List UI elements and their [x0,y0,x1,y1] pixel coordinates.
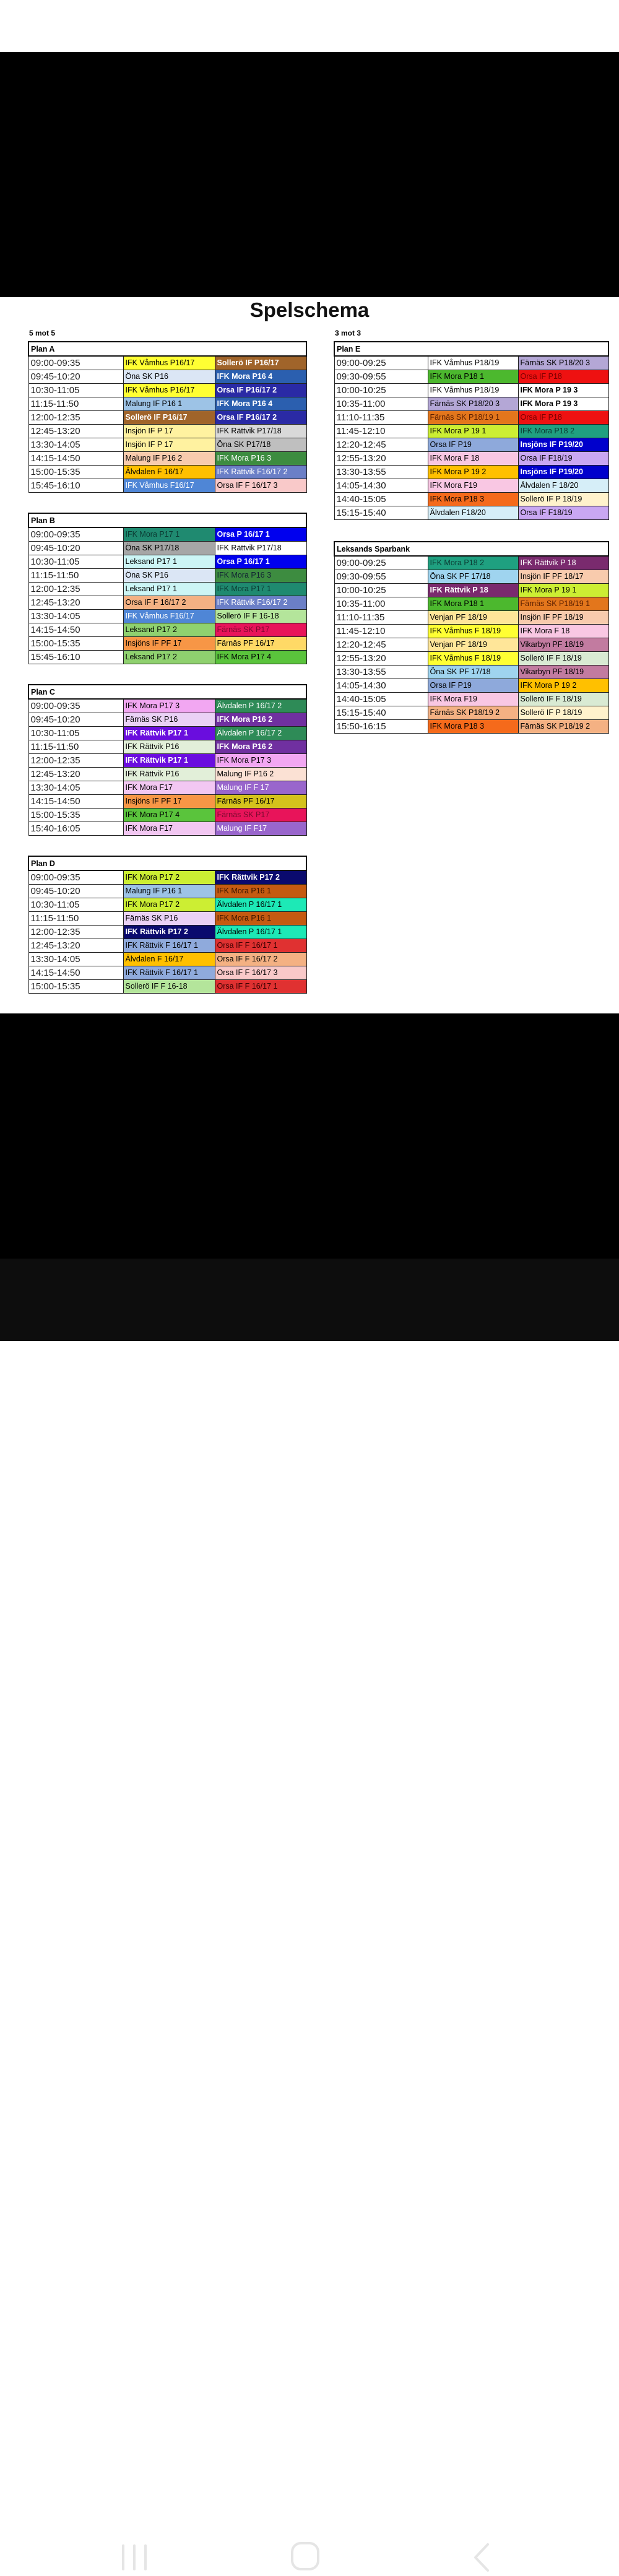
table-row [28,452,306,466]
away-team-cell: Sollerö IF P 18/19 [518,493,608,506]
home-team-cell: IFK Rättvik P16 [123,768,215,781]
away-team-cell: Orsa IF P18 [518,411,608,425]
left-section-label: 5 mot 5 [29,329,56,337]
away-team-cell: Orsa IF P16/17 2 [215,384,306,397]
away-team-cell: Insjöns IF P19/20 [518,438,608,452]
home-team-cell: IFK Våmhus P16/17 [123,384,215,397]
time-cell: 09:45-10:20 [28,713,123,727]
time-cell: 13:30-14:05 [28,610,123,623]
home-team-cell: Leksand P17 1 [123,555,215,569]
away-team-cell: IFK Rättvik F16/17 2 [215,596,306,610]
table-row [28,555,306,569]
table-row [334,506,608,520]
away-team-cell: Sollerö IF F 18/19 [518,693,608,706]
home-team-cell: IFK Mora F17 [123,781,215,795]
time-cell: 15:45-16:10 [28,651,123,664]
table-leksands-sparbank [334,541,609,734]
away-team-cell: Malung IF F17 [215,822,306,836]
away-team-cell: IFK Rättvik P 18 [518,556,608,570]
home-team-cell: IFK Mora P 19 2 [428,466,518,479]
time-cell: 14:05-14:30 [334,479,428,493]
table-plan-a [28,341,307,493]
away-team-cell: Sollerö IF F 16-18 [215,610,306,623]
home-team-cell: IFK Våmhus P18/19 [428,356,518,370]
table-row [28,425,306,438]
table-row [334,356,608,370]
home-team-cell: IFK Våmhus F16/17 [123,610,215,623]
time-cell: 11:45-12:10 [334,425,428,438]
home-team-cell: Sollerö IF P16/17 [123,411,215,425]
schedule-image [0,297,619,1013]
table-row [334,466,608,479]
time-cell: 09:45-10:20 [28,370,123,384]
table-row [28,569,306,583]
time-cell: 09:45-10:20 [28,885,123,898]
table-row [334,679,608,693]
time-cell: 12:20-12:45 [334,638,428,652]
recents-icon[interactable] [119,2542,150,2573]
time-cell: 12:20-12:45 [334,438,428,452]
table-row [28,781,306,795]
table-row [334,370,608,384]
table-row [28,870,306,885]
away-team-cell: Orsa IF F 16/17 1 [215,980,306,994]
time-cell: 10:30-11:05 [28,727,123,740]
home-team-cell: IFK Våmhus F 18/19 [428,625,518,638]
away-team-cell: Malung IF F 17 [215,781,306,795]
time-cell: 15:50-16:15 [334,720,428,734]
home-team-cell: Älvdalen F18/20 [428,506,518,520]
away-team-cell: IFK Rättvik P17 2 [215,870,306,885]
home-team-cell: Färnäs SK P18/20 3 [428,397,518,411]
table-row [28,527,306,542]
table-row [28,397,306,411]
away-team-cell: Orsa IF F 16/17 2 [215,953,306,966]
time-cell: 09:00-09:25 [334,356,428,370]
home-team-cell: IFK Mora P18 3 [428,720,518,734]
time-cell: 15:00-15:35 [28,980,123,994]
time-cell: 09:45-10:20 [28,542,123,555]
table-row [334,611,608,625]
away-team-cell: Färnäs SK P18/20 3 [518,356,608,370]
time-cell: 15:15-15:40 [334,706,428,720]
home-team-cell: Leksand P17 1 [123,583,215,596]
time-cell: 10:35-11:00 [334,397,428,411]
home-team-cell: Malung IF P16 2 [123,452,215,466]
home-team-cell: IFK Rättvik P17 1 [123,754,215,768]
table-row [28,727,306,740]
home-team-cell: IFK Mora P18 3 [428,493,518,506]
home-team-cell: IFK Rättvik P 18 [428,584,518,597]
away-team-cell: Orsa IF P18 [518,370,608,384]
table-row [28,939,306,953]
table-row [28,898,306,912]
away-team-cell: IFK Mora P17 4 [215,651,306,664]
time-cell: 11:45-12:10 [334,625,428,638]
away-team-cell: IFK Mora P16 2 [215,713,306,727]
time-cell: 09:30-09:55 [334,370,428,384]
away-team-cell: Färnäs SK P17 [215,623,306,637]
table-plan-e [334,341,609,520]
home-team-cell: IFK Mora P17 3 [123,699,215,713]
time-cell: 14:15-14:50 [28,795,123,809]
time-cell: 15:40-16:05 [28,822,123,836]
time-cell: 12:55-13:20 [334,652,428,666]
table-row [334,584,608,597]
time-cell: 12:00-12:35 [28,926,123,939]
time-cell: 11:10-11:35 [334,611,428,625]
table-row [334,452,608,466]
table-row [28,411,306,425]
away-team-cell: IFK Rättvik F16/17 2 [215,466,306,479]
table-title: Plan D [28,856,306,870]
home-team-cell: Insjön IF P 17 [123,438,215,452]
time-cell: 13:30-13:55 [334,466,428,479]
away-team-cell: IFK Mora P16 4 [215,370,306,384]
time-cell: 15:00-15:35 [28,466,123,479]
time-cell: 09:30-09:55 [334,570,428,584]
time-cell: 15:15-15:40 [334,506,428,520]
home-team-cell: Orsa IF P19 [428,679,518,693]
away-team-cell: IFK Mora P16 2 [215,740,306,754]
table-row [28,912,306,926]
away-team-cell: IFK Mora P16 4 [215,397,306,411]
table-row [334,666,608,679]
time-cell: 09:00-09:25 [334,556,428,570]
home-team-cell: IFK Rättvik P17 1 [123,727,215,740]
table-row [28,740,306,754]
time-cell: 11:15-11:50 [28,740,123,754]
time-cell: 09:00-09:35 [28,699,123,713]
time-cell: 09:00-09:35 [28,356,123,370]
away-team-cell: IFK Mora P 19 2 [518,679,608,693]
time-cell: 12:00-12:35 [28,411,123,425]
away-team-cell: Färnäs SK P18/19 1 [518,597,608,611]
table-row [334,438,608,452]
home-team-cell: IFK Mora P17 2 [123,898,215,912]
table-row [28,885,306,898]
home-team-cell: Insjön IF P 17 [123,425,215,438]
home-team-cell: IFK Mora P 19 1 [428,425,518,438]
home-team-cell: Öna SK P16 [123,370,215,384]
home-team-cell: IFK Mora P18 2 [428,556,518,570]
table-row [334,425,608,438]
home-team-cell: Älvdalen F 16/17 [123,953,215,966]
away-team-cell: IFK Mora P17 1 [215,583,306,596]
table-row [28,370,306,384]
table-row [28,795,306,809]
home-team-cell: IFK Mora F19 [428,479,518,493]
home-team-cell: IFK Rättvik P17 2 [123,926,215,939]
table-title: Plan C [28,685,306,699]
home-team-cell: IFK Mora P17 2 [123,870,215,885]
home-team-cell: IFK Rättvik F 16/17 1 [123,939,215,953]
table-row [28,610,306,623]
time-cell: 11:10-11:35 [334,411,428,425]
away-team-cell: IFK Mora F 18 [518,625,608,638]
time-cell: 11:15-11:50 [28,912,123,926]
time-cell: 12:00-12:35 [28,583,123,596]
table-row [334,693,608,706]
away-team-cell: Älvdalen F 18/20 [518,479,608,493]
table-row [28,466,306,479]
table-row [28,966,306,980]
time-cell: 10:00-10:25 [334,584,428,597]
table-plan-d [28,856,307,994]
home-team-cell: IFK Mora F17 [123,822,215,836]
navigation-bar [0,1259,619,1341]
time-cell: 13:30-14:05 [28,438,123,452]
time-cell: 15:00-15:35 [28,637,123,651]
away-team-cell: Orsa IF F 16/17 3 [215,479,306,493]
table-row [28,699,306,713]
table-row [28,651,306,664]
away-team-cell: Insjön IF PF 18/19 [518,611,608,625]
away-team-cell: IFK Rättvik P17/18 [215,542,306,555]
time-cell: 10:00-10:25 [334,384,428,397]
letterbox-top [0,52,619,297]
time-cell: 11:15-11:50 [28,397,123,411]
time-cell: 15:00-15:35 [28,809,123,822]
away-team-cell: Sollerö IF P16/17 [215,356,306,370]
home-team-cell: Färnäs SK P18/19 2 [428,706,518,720]
away-team-cell: IFK Mora P16 3 [215,452,306,466]
home-team-cell: Orsa IF P19 [428,438,518,452]
home-team-cell: Sollerö IF F 16-18 [123,980,215,994]
table-row [28,822,306,836]
table-row [28,713,306,727]
time-cell: 09:00-09:35 [28,527,123,542]
home-team-cell: IFK Mora F 18 [428,452,518,466]
away-team-cell: IFK Rättvik P17/18 [215,425,306,438]
time-cell: 14:15-14:50 [28,966,123,980]
away-team-cell: IFK Mora P 19 1 [518,584,608,597]
table-title: Plan A [28,342,306,356]
home-team-cell: IFK Rättvik F 16/17 1 [123,966,215,980]
table-row [334,638,608,652]
away-team-cell: Orsa IF P16/17 2 [215,411,306,425]
time-cell: 11:15-11:50 [28,569,123,583]
home-team-cell: Öna SK PF 17/18 [428,666,518,679]
time-cell: 10:35-11:00 [334,597,428,611]
away-team-cell: Älvdalen P 16/17 2 [215,727,306,740]
table-row [28,754,306,768]
home-team-cell: Malung IF P16 1 [123,885,215,898]
table-row [334,397,608,411]
away-team-cell: Orsa IF F 16/17 3 [215,966,306,980]
away-team-cell: Vikarbyn PF 18/19 [518,666,608,679]
home-team-cell: Öna SK P17/18 [123,542,215,555]
home-team-cell: IFK Mora P18 1 [428,370,518,384]
page-title: Spelschema [249,298,370,321]
table-row [28,768,306,781]
table-row [334,706,608,720]
table-row [334,570,608,584]
home-team-cell: Malung IF P16 1 [123,397,215,411]
table-row [334,556,608,570]
right-section-label: 3 mot 3 [335,329,361,337]
away-team-cell: Färnäs SK P17 [215,809,306,822]
home-team-cell: Öna SK P16 [123,569,215,583]
home-team-cell: Venjan PF 18/19 [428,611,518,625]
table-row [334,411,608,425]
home-team-cell: Insjöns IF PF 17 [123,795,215,809]
home-team-cell: IFK Mora P17 4 [123,809,215,822]
table-title: Leksands Sparbank [334,542,608,556]
table-row [334,479,608,493]
time-cell: 15:45-16:10 [28,479,123,493]
time-cell: 09:00-09:35 [28,870,123,885]
table-title: Plan B [28,513,306,527]
away-team-cell: IFK Mora P16 1 [215,885,306,898]
away-team-cell: Insjöns IF P19/20 [518,466,608,479]
home-team-cell: Venjan PF 18/19 [428,638,518,652]
table-row [28,583,306,596]
time-cell: 13:30-14:05 [28,953,123,966]
time-cell: 12:55-13:20 [334,452,428,466]
time-cell: 14:05-14:30 [334,679,428,693]
table-row [28,542,306,555]
home-team-cell: Leksand P17 2 [123,623,215,637]
away-team-cell: Orsa IF F18/19 [518,506,608,520]
away-team-cell: Malung IF P16 2 [215,768,306,781]
table-row [28,438,306,452]
time-cell: 12:45-13:20 [28,939,123,953]
away-team-cell: IFK Mora P 19 3 [518,384,608,397]
table-row [334,384,608,397]
home-team-cell: Färnäs SK P18/19 1 [428,411,518,425]
home-team-cell: IFK Våmhus F16/17 [123,479,215,493]
home-team-cell: Öna SK PF 17/18 [428,570,518,584]
table-row [28,980,306,994]
time-cell: 14:40-15:05 [334,493,428,506]
away-team-cell: Vikarbyn PF 18/19 [518,638,608,652]
table-row [334,652,608,666]
time-cell: 10:30-11:05 [28,555,123,569]
away-team-cell: Orsa IF F 16/17 1 [215,939,306,953]
time-cell: 14:40-15:05 [334,693,428,706]
home-team-cell: IFK Våmhus P18/19 [428,384,518,397]
time-cell: 10:30-11:05 [28,384,123,397]
home-team-cell: IFK Våmhus P16/17 [123,356,215,370]
time-cell: 13:30-14:05 [28,781,123,795]
home-team-cell: Leksand P17 2 [123,651,215,664]
away-team-cell: Insjön IF PF 18/17 [518,570,608,584]
table-plan-c [28,684,307,836]
table-row [28,356,306,370]
table-row [28,479,306,493]
table-row [334,625,608,638]
table-row [334,720,608,734]
home-team-cell: Orsa IF F 16/17 2 [123,596,215,610]
table-title: Plan E [334,342,608,356]
time-cell: 12:45-13:20 [28,768,123,781]
home-team-cell: IFK Mora P17 1 [123,527,215,542]
table-row [28,926,306,939]
home-team-cell: IFK Mora F19 [428,693,518,706]
home-icon[interactable] [291,2542,319,2570]
time-cell: 13:30-13:55 [334,666,428,679]
away-team-cell: Färnäs SK P18/19 2 [518,720,608,734]
letterbox-bottom [0,1013,619,1259]
home-team-cell: IFK Våmhus F 18/19 [428,652,518,666]
time-cell: 12:45-13:20 [28,596,123,610]
home-team-cell: Färnäs SK P16 [123,713,215,727]
back-icon[interactable] [470,2542,495,2573]
away-team-cell: IFK Mora P16 3 [215,569,306,583]
table-row [334,597,608,611]
home-team-cell: IFK Mora P18 1 [428,597,518,611]
table-row [28,384,306,397]
away-team-cell: Färnäs PF 16/17 [215,637,306,651]
away-team-cell: Älvdalen P 16/17 2 [215,699,306,713]
away-team-cell: IFK Mora P 19 3 [518,397,608,411]
time-cell: 12:45-13:20 [28,425,123,438]
time-cell: 14:15-14:50 [28,623,123,637]
away-team-cell: Orsa P 16/17 1 [215,555,306,569]
away-team-cell: Sollerö IF P 18/19 [518,706,608,720]
status-bar-area [0,0,619,52]
table-row [28,953,306,966]
away-team-cell: IFK Mora P16 1 [215,912,306,926]
home-team-cell: IFK Rättvik P16 [123,740,215,754]
table-row [334,493,608,506]
away-team-cell: Sollerö IF F 18/19 [518,652,608,666]
table-row [28,809,306,822]
away-team-cell: Färnäs PF 16/17 [215,795,306,809]
table-row [28,637,306,651]
away-team-cell: Öna SK P17/18 [215,438,306,452]
away-team-cell: IFK Mora P18 2 [518,425,608,438]
away-team-cell: Älvdalen P 16/17 1 [215,926,306,939]
time-cell: 10:30-11:05 [28,898,123,912]
table-row [28,596,306,610]
home-team-cell: Älvdalen F 16/17 [123,466,215,479]
away-team-cell: IFK Mora P17 3 [215,754,306,768]
away-team-cell: Älvdalen P 16/17 1 [215,898,306,912]
away-team-cell: Orsa P 16/17 1 [215,527,306,542]
table-plan-b [28,513,307,664]
home-team-cell: Färnäs SK P16 [123,912,215,926]
time-cell: 14:15-14:50 [28,452,123,466]
away-team-cell: Orsa IF F18/19 [518,452,608,466]
table-row [28,623,306,637]
home-team-cell: Insjöns IF PF 17 [123,637,215,651]
time-cell: 12:00-12:35 [28,754,123,768]
